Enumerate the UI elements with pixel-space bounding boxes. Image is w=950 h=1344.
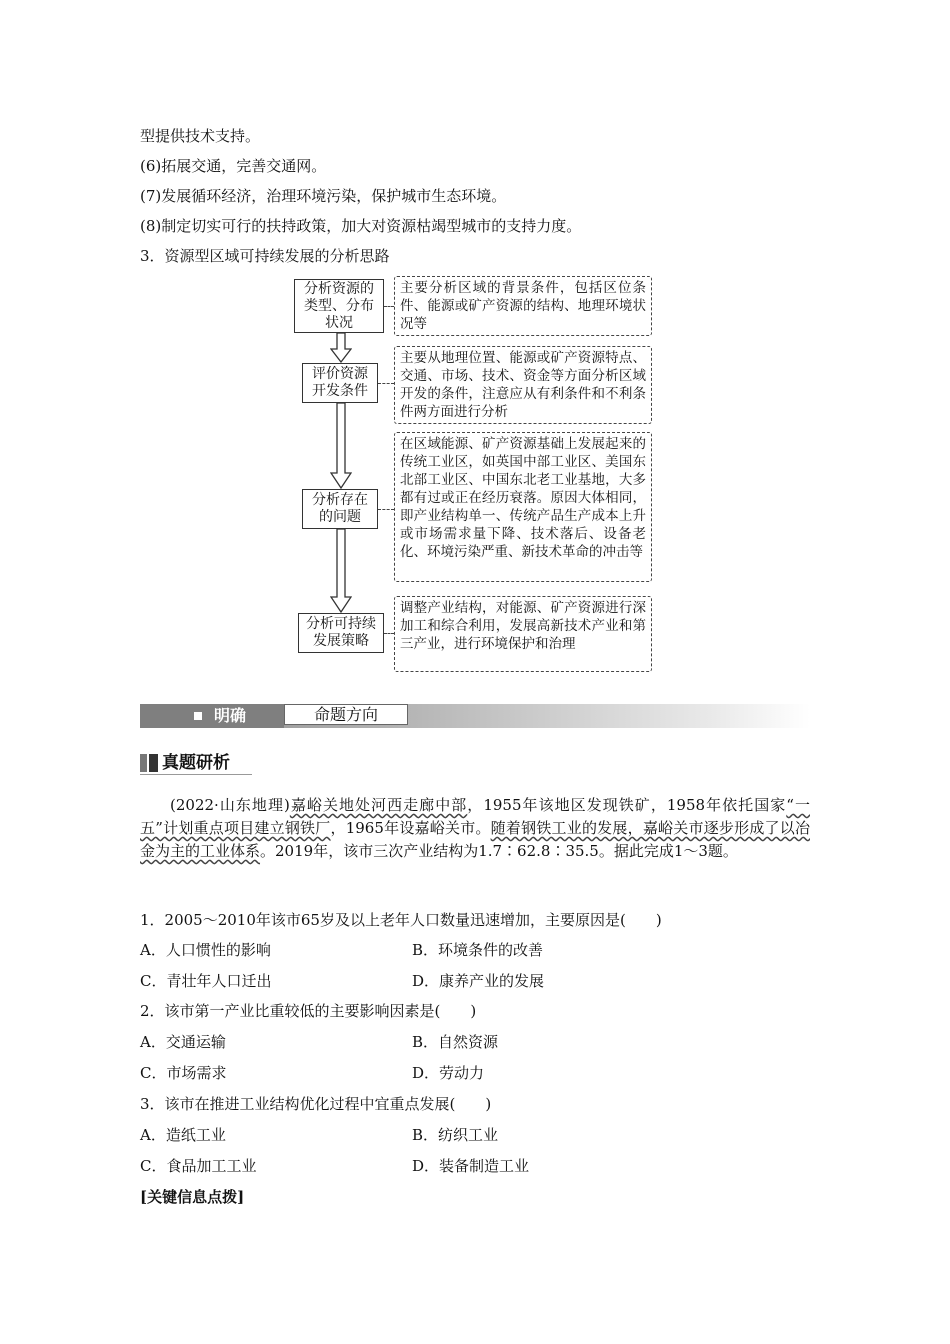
- connector-line: [384, 306, 394, 307]
- passage-text: ，1955年该地区发现铁矿，1958年依托国家: [467, 796, 787, 814]
- intro-line-2: (6)拓展交通，完善交通网。: [140, 157, 327, 175]
- passage-key-1: 嘉峪关地处河西走廊中部: [289, 796, 468, 814]
- question-3-stem: 3．该市在推进工业结构优化过程中宜重点发展( ): [140, 1095, 492, 1113]
- passage-key-2: “一五”计划重点项目建立钢铁厂: [140, 796, 810, 837]
- down-arrow-icon: [330, 529, 352, 613]
- question-3-option-c: C．食品加工工业: [140, 1157, 257, 1175]
- question-2-option-a: A．交通运输: [140, 1033, 226, 1051]
- question-2-option-d: D．劳动力: [412, 1064, 485, 1082]
- question-1-stem: 1．2005～2010年该市65岁及以上老年人口数量迅速增加，主要原因是( ): [140, 911, 662, 929]
- passage-text: ，1965年设嘉峪关市。: [330, 819, 491, 837]
- question-1-option-a: A．人口惯性的影响: [140, 941, 271, 959]
- passage-key-3: 随着钢铁工业的发展，嘉峪关市逐步形成了以冶金为主的工业体系: [140, 819, 810, 860]
- flow-step-1-box: 分析资源的类型、分布状况: [294, 279, 384, 333]
- connector-line: [378, 509, 394, 510]
- flow-step-4-box: 分析可持续发展策略: [298, 613, 384, 653]
- subheading-text: 真题研析: [162, 753, 230, 773]
- flow-step-3-box: 分析存在的问题: [302, 489, 378, 529]
- passage-text: 。2019年，该市三次产业结构为1.7∶62.8∶35.5。据此完成1～3题。: [260, 842, 738, 860]
- question-1-option-c: C．青壮年人口迁出: [140, 972, 272, 990]
- square-bullet-icon: [194, 712, 202, 720]
- flow-step-2-detail: 主要从地理位置、能源或矿产资源特点、交通、市场、技术、资金等方面分析区域开发的条件，注意应从有利条件和不利条件两方面进行分析: [394, 346, 652, 424]
- analysis-flowchart: [294, 276, 656, 676]
- question-passage: [140, 794, 810, 863]
- passage-source: (2022·山东地理): [170, 796, 290, 814]
- question-2-option-b: B．自然资源: [412, 1033, 499, 1051]
- flow-step-3-detail: 在区域能源、矿产资源基础上发展起来的传统工业区，如英国中部工业区、美国东北部工业区、中国东北老工业基地，大多都有过或正在经历衰落。原因大体相同，即产业结构单一、传统产品生产成本上升或市场需求量下降、技术落后、设备老化、环境污染严重、新技术革命的冲击等: [394, 432, 652, 582]
- down-arrow-icon: [330, 333, 352, 363]
- section-3-title: 3．资源型区域可持续发展的分析思路: [140, 247, 390, 265]
- question-1-option-b: B．环境条件的改善: [412, 941, 544, 959]
- question-3-option-d: D．装备制造工业: [412, 1157, 530, 1175]
- intro-line-3: (7)发展循环经济，治理环境污染，保护城市生态环境。: [140, 187, 507, 205]
- down-arrow-icon: [330, 403, 352, 489]
- intro-line-1: 型提供技术支持。: [140, 127, 261, 145]
- question-3-option-a: A．造纸工业: [140, 1126, 226, 1144]
- question-1-option-d: D．康养产业的发展: [412, 972, 545, 990]
- connector-line: [378, 383, 394, 384]
- section-banner: [140, 704, 810, 728]
- banner-right-label: 命题方向: [313, 705, 378, 724]
- question-2-option-c: C．市场需求: [140, 1064, 227, 1082]
- flow-step-2-box: 评价资源开发条件: [302, 363, 378, 403]
- connector-line: [384, 633, 394, 634]
- question-3-option-b: B．纺织工业: [412, 1126, 499, 1144]
- flow-step-1-detail: 主要分析区域的背景条件，包括区位条件、能源或矿产资源的结构、地理环境状况等: [394, 276, 652, 336]
- intro-line-4: (8)制定切实可行的扶持政策，加大对资源枯竭型城市的支持力度。: [140, 217, 582, 235]
- banner-left-label: 明确: [214, 706, 247, 725]
- flow-step-4-detail: 调整产业结构，对能源、矿产资源进行深加工和综合利用，发展高新技术产业和第三产业，进行环境保护和治理: [394, 596, 652, 672]
- key-info-label: [关键信息点拨]: [140, 1188, 245, 1206]
- question-2-stem: 2．该市第一产业比重较低的主要影响因素是( ): [140, 1002, 477, 1020]
